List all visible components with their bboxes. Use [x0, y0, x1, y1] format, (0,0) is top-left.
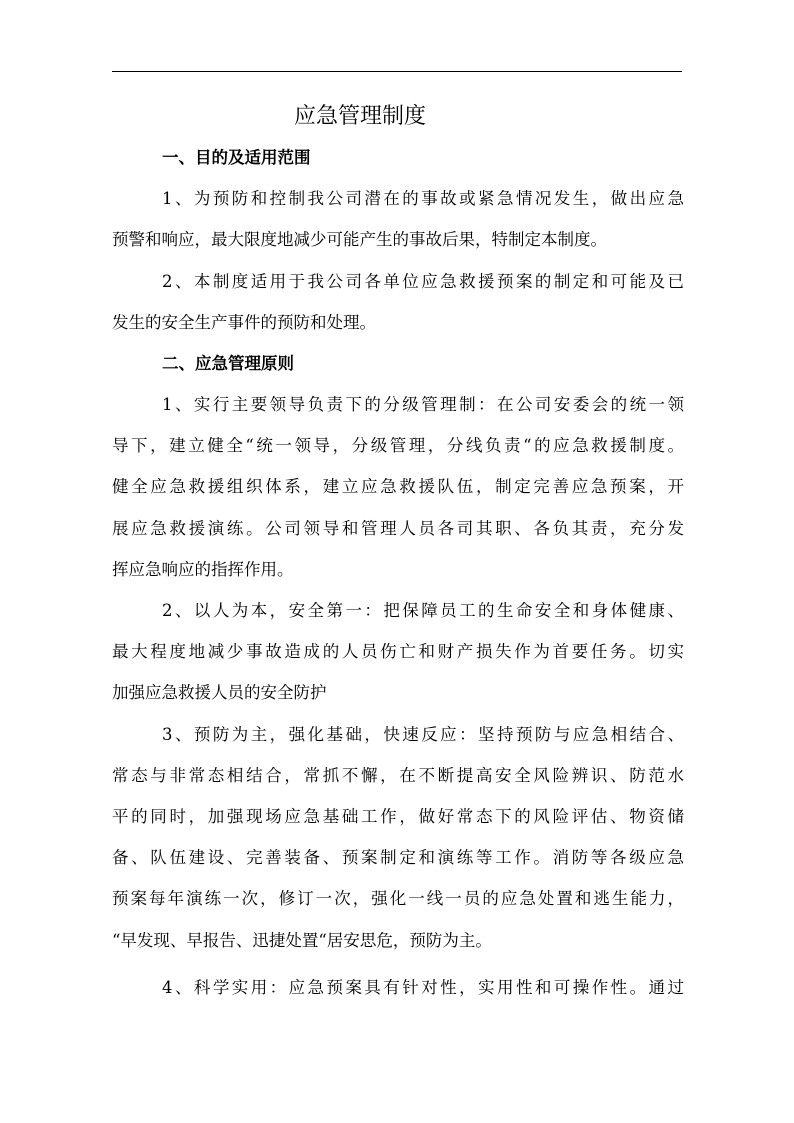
- section-heading-purpose: 一、目的及适用范围: [162, 148, 311, 167]
- paragraph-line: 健全应急救援组织体系，建立应急救援队伍，制定完善应急预案，开: [112, 477, 684, 496]
- paragraph-line: 2、以人为本，安全第一：把保障员工的生命安全和身体健康、: [162, 601, 684, 620]
- section-heading-principles: 二、应急管理原则: [162, 354, 294, 373]
- paragraph-line: 导下，建立健全“统一领导，分级管理，分线负责“的应急救援制度。: [112, 436, 684, 455]
- paragraph-line: 加强应急救援人员的安全防护: [112, 683, 327, 702]
- paragraph-line: 3、预防为主，强化基础，快速反应：坚持预防与应急相结合、: [162, 725, 684, 744]
- paragraph-line: “早发现、早报告、迅捷处置“居安思危，预防为主。: [112, 931, 492, 950]
- paragraph-line: 平的同时，加强现场应急基础工作，做好常态下的风险评估、物资储: [112, 807, 684, 826]
- paragraph-line: 常态与非常态相结合，常抓不懈，在不断提高安全风险辨识、防范水: [112, 766, 684, 785]
- paragraph-line: 预案每年演练一次，修订一次，强化一线一员的应急处置和逃生能力，: [112, 889, 684, 908]
- paragraph-line: 1、实行主要领导负责下的分级管理制：在公司安委会的统一领: [162, 395, 684, 414]
- header-rule: [112, 71, 682, 72]
- document-title: 应急管理制度: [293, 104, 426, 129]
- paragraph-line: 预警和响应，最大限度地减少可能产生的事故后果，特制定本制度。: [112, 230, 607, 249]
- paragraph-line: 4、科学实用：应急预案具有针对性，实用性和可操作性。通过: [162, 978, 684, 997]
- paragraph-line: 挥应急响应的指挥作用。: [112, 560, 294, 579]
- paragraph-line: 展应急救援演练。公司领导和管理人员各司其职、各负其责，充分发: [112, 519, 684, 538]
- paragraph-line: 2、本制度适用于我公司各单位应急救援预案的制定和可能及已: [162, 272, 684, 291]
- paragraph-line: 1、为预防和控制我公司潜在的事故或紧急情况发生，做出应急: [162, 189, 684, 208]
- paragraph-line: 备、队伍建设、完善装备、预案制定和演练等工作。消防等各级应急: [112, 848, 684, 867]
- paragraph-line: 最大程度地减少事故造成的人员伤亡和财产损失作为首要任务。切实: [112, 642, 684, 661]
- paragraph-line: 发生的安全生产事件的预防和处理。: [112, 313, 376, 332]
